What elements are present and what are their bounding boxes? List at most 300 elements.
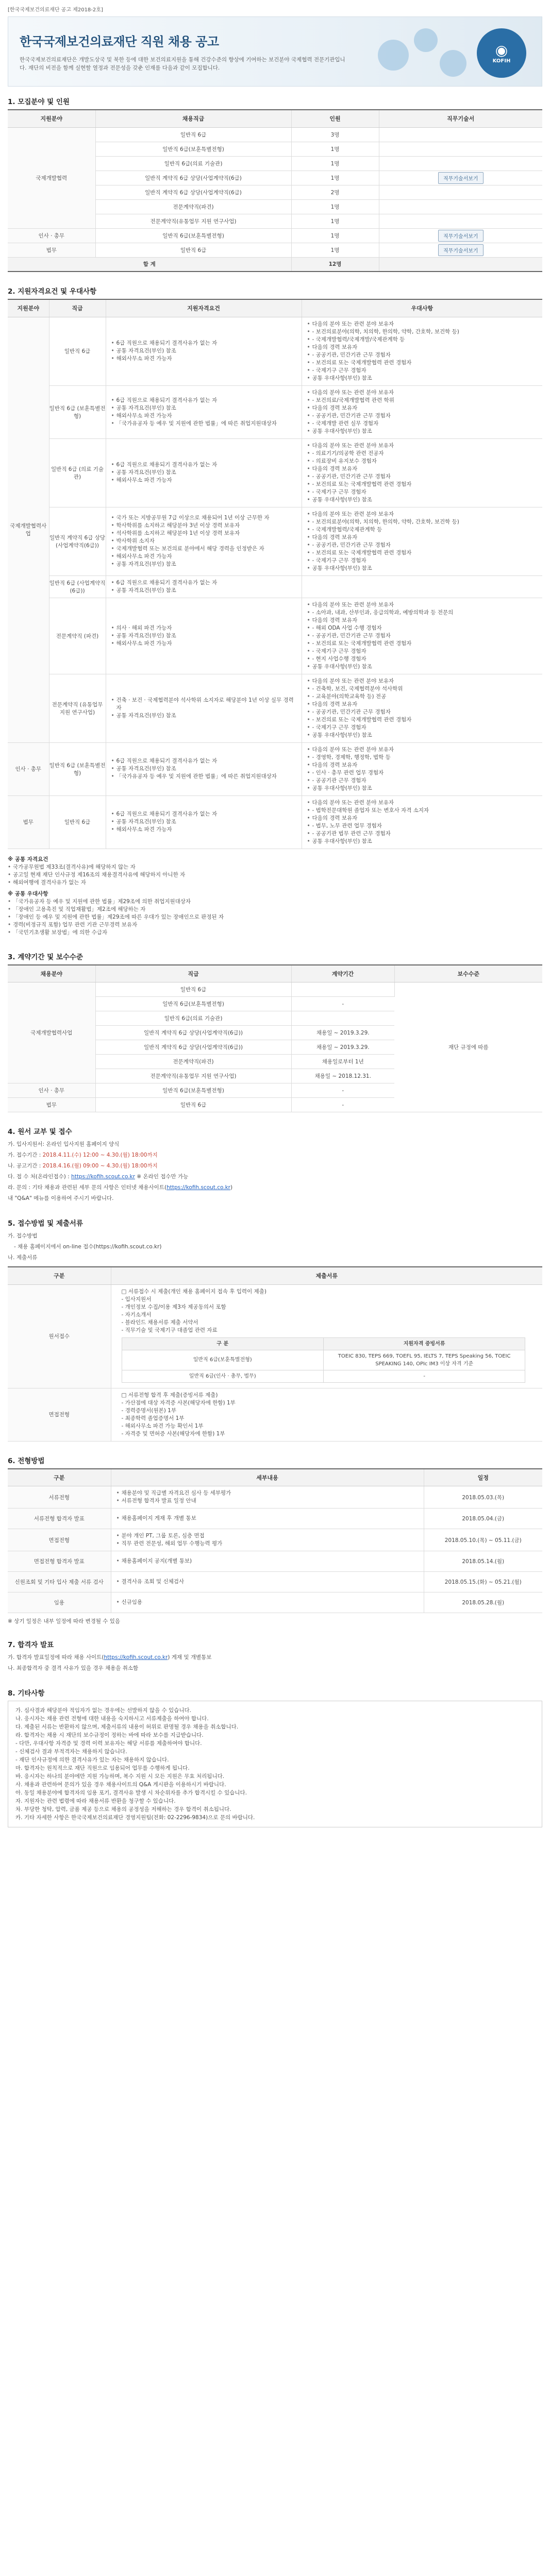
list-item: • - 보건의료 또는 국제개발협력 관련 경험자 — [307, 716, 538, 724]
list-item: • 「국가유공자 등 예우 및 지원에 관한 법률」에 따른 취업지원대상자 — [111, 420, 296, 428]
count-cell: 1명 — [291, 243, 379, 257]
common-pref-list — [8, 898, 542, 937]
grade-cell: 전문계약직(파견) — [95, 199, 291, 214]
column-header: 지원분야 — [8, 299, 49, 317]
stage-cell: 서류전형 합격자 발표 — [8, 1509, 111, 1529]
list-item: • 공고일 현재 재단 인사규정 제16조의 채용결격사유에 해당하지 아니한 자 — [8, 871, 542, 879]
list-item: • 공통 우대사항(부인) 참조 — [307, 663, 538, 671]
requirements-cell — [106, 575, 302, 598]
list-item: • - 보건의료분야(의학, 치의학, 한의학, 약학, 간호학, 보건학 등) — [307, 328, 538, 336]
job-desc-cell — [379, 243, 542, 257]
preferences-cell — [302, 438, 542, 507]
note-item: 다. 제출된 서류는 반환하지 않으며, 제출서류의 내용이 허위로 판명될 경우 채용을 취소합니다. — [15, 1724, 239, 1730]
requirements-cell — [106, 385, 302, 438]
note-item: 바. 응시자는 하나의 분야에만 지원 가능하며, 복수 지원 시 모든 지원은 무효 처리됩니다. — [15, 1773, 225, 1780]
column-header: 보수수준 — [394, 965, 542, 982]
table-row — [122, 1337, 525, 1350]
job-desc-cell — [379, 199, 542, 214]
list-item: • 6급 직원으로 채용되기 결격사유가 없는 자 — [111, 461, 296, 469]
info-note: ) 게재 및 개별통보 — [168, 1654, 212, 1660]
list-item: □ 서류전형 합격 후 제출(증빙서류 제출) — [121, 1392, 218, 1398]
list-item: • 공통 자격요건(부인) 참조 — [111, 561, 296, 568]
list-item: • 공통 자격요건(부인) 참조 — [111, 404, 296, 412]
banner-description: 한국국제보건의료재단은 개발도상국 및 북한 등에 대한 보건의료지원을 통해 건강수준의 향상에 기여하는 보건분야 국제협력 전문기관입니다. 재단의 비전을 함께 실현할 열정과 전문성을 갖춘 인재를 다음과 같이 모집합니다. — [20, 57, 345, 71]
list-item: • 6급 직원으로 채용되기 결격사유가 없는 자 — [111, 340, 296, 347]
list-item: □ 서류접수 시 제출(개인 채용 홈페이지 접속 후 입력이 제출) — [121, 1288, 266, 1295]
count-cell: 1명 — [291, 199, 379, 214]
grade-cell: 일반직 6급 — [95, 127, 291, 142]
section-title: 1. 모집분야 및 인원 — [8, 98, 70, 106]
column-header: 세부내용 — [111, 1469, 424, 1486]
list-item: • - 소아과, 내과, 산부인과, 응급의학과, 예방의학과 등 전문의 — [307, 609, 538, 617]
field-cell: 국제개발협력사업 — [8, 982, 95, 1083]
list-item: • 「국민기초생활 보장법」에 의한 수급자 — [8, 929, 542, 937]
stage-cell: 면접전형 — [8, 1529, 111, 1551]
requirements-cell — [106, 795, 302, 849]
note-item: 라. 합격자는 채용 시 재단의 보수규정이 정하는 바에 따라 보수를 지급받습니다. — [15, 1732, 204, 1738]
stage-cell: 면접전형 — [8, 1388, 111, 1441]
total-label: 합 계 — [8, 257, 291, 272]
grade-cell: 전문계약직(파견) — [95, 1055, 291, 1069]
table-row — [8, 1486, 542, 1509]
list-item: • - 공공기관, 민간기관 근무 경험자 — [307, 412, 538, 420]
list-item: • - 보건의료 또는 국제개발협력 관련 경험자 — [307, 640, 538, 648]
table-cell: TOEIC 830, TEPS 669, TOEFL 95, IELTS 7, TEPS Speaking 56, TOEIC SPEAKING 140, OPIc IM3 이상 자격 기준 — [323, 1350, 525, 1370]
documents-heading: 나. 제출서류 — [8, 1255, 38, 1261]
list-item: • 다음의 경력 보유자 — [307, 617, 538, 624]
logo-text: KOFIH — [492, 58, 511, 64]
column-header: 구 분 — [122, 1337, 323, 1350]
list-item: • 결격사유 조회 및 신체검사 — [116, 1578, 419, 1586]
table-cell: 일반직 6급(인사 · 총무, 법무) — [122, 1370, 323, 1382]
qualification-table — [8, 299, 542, 849]
list-item: • 채용분야 및 직급별 자격요건 심사 등 세부평가 — [116, 1489, 419, 1497]
list-item: • 의사 · 해외 파견 가능자 — [111, 624, 296, 632]
list-item: • - 공공기관, 민간기관 근무 경험자 — [307, 351, 538, 359]
table-row — [8, 127, 542, 142]
list-item: • 「장애인 등 예우 및 지원에 관한 법률」제29조에 따른 우대가 있는 장애인으로 판정된 자 — [8, 913, 542, 921]
field-cell: 인사 · 총무 — [8, 742, 49, 795]
list-item: • 경력(비정규직 포함) 업무 관련 기관 근무경력 보유자 — [8, 921, 542, 929]
column-header: 인원 — [291, 110, 379, 127]
info-value: 2018.4.16.(월) 09:00 ~ 4.30.(월) 18:00까지 — [42, 1163, 158, 1169]
info-line — [8, 1193, 542, 1204]
info-line — [8, 1652, 542, 1663]
column-header: 직급 — [95, 965, 291, 982]
column-header: 우대사항 — [302, 299, 542, 317]
table-row — [8, 317, 542, 385]
list-item: • - 법학전문대학원 졸업자 또는 변호사 자격 소지자 — [307, 807, 538, 815]
list-item: • 해외사무소 파견 가능자 — [111, 553, 296, 561]
list-item: • 공통 자격요건(부인) 참조 — [111, 818, 296, 826]
total-empty — [379, 257, 542, 272]
list-item: • 다음의 분야 또는 관련 분야 보유자 — [307, 442, 538, 450]
field-cell: 인사 · 총무 — [8, 1083, 95, 1098]
list-item: • 국가 또는 지방공무원 7급 이상으로 채용되어 1년 이상 근무한 자 — [111, 514, 296, 522]
list-item: • - 국제개발협력/국제개발/국제관계학 등 — [307, 336, 538, 344]
section-title: 7. 합격자 발표 — [8, 1641, 54, 1649]
list-item: • 신규임용 — [116, 1599, 419, 1606]
date-cell: 2018.05.14.(월) — [424, 1551, 542, 1572]
field-cell: 인사 · 총무 — [8, 228, 95, 243]
list-item: • 다음의 분야 또는 관련 분야 보유자 — [307, 601, 538, 609]
list-item: • 해외여행에 결격사유가 없는 자 — [8, 879, 542, 887]
grade-cell: 일반직 6급 (보훈특별전형) — [49, 742, 106, 795]
list-item: • 다음의 경력 보유자 — [307, 761, 538, 769]
list-item: • 공통 우대사항(부인) 참조 — [307, 785, 538, 792]
list-item: • 공통 우대사항(부인) 참조 — [307, 838, 538, 845]
job-desc-cell — [379, 214, 542, 228]
list-item: - 최종학력 졸업증명서 1부 — [121, 1415, 185, 1421]
detail-cell — [111, 1486, 424, 1509]
application-info — [8, 1139, 542, 1204]
list-item: • 6급 직원으로 채용되기 결격사유가 없는 자 — [111, 757, 296, 765]
detail-list — [116, 1557, 419, 1565]
total-value: 12명 — [291, 257, 379, 272]
list-item: • - 공공기관 근무 경험자 — [307, 777, 538, 785]
info-label: 가. 접수기간 : — [8, 1152, 43, 1158]
list-item: • 박사학위 소지자 — [111, 537, 296, 545]
table-row — [8, 438, 542, 507]
preferences-cell — [302, 598, 542, 674]
job-desc-cell — [379, 142, 542, 156]
list-item: • - 보건의료/국제개발협력 관련 학위 — [307, 397, 538, 404]
list-item: • 「국가유공자 등 예우 및 지원에 관한 법률」에 따른 취업지원대상자 — [111, 773, 296, 781]
grade-cell: 일반직 계약직 6급 상당(사업계약직(6급)) — [95, 1040, 291, 1055]
list-item: • 해외사무소 파견 가능자 — [111, 477, 296, 484]
preferences-cell — [302, 317, 542, 385]
table-row — [8, 1284, 542, 1388]
list-item: • - 의료장비 유지보수 경험자 — [307, 457, 538, 465]
list-item: - 자격증 및 면허증 사본(해당자에 한함) 1부 — [121, 1430, 225, 1437]
info-label: 라. 문의 : 기타 채용과 관련된 세부 문의 사항은 인터넷 채용사이트( — [8, 1184, 167, 1191]
section-title: 6. 전형방법 — [8, 1456, 45, 1465]
requirements-list — [111, 579, 296, 595]
table-row — [8, 982, 542, 997]
list-item: • 건축 · 보건 · 국제협력분야 석사학위 소지자로 해당분야 1년 이상 실무 경력자 — [111, 697, 296, 712]
job-desc-cell — [379, 156, 542, 171]
list-item: • - 보건의료 또는 국제개발협력 관련 경험자 — [307, 481, 538, 488]
preferences-list — [307, 799, 538, 845]
field-cell: 법무 — [8, 243, 95, 257]
list-item: • 다음의 경력 보유자 — [307, 815, 538, 822]
list-item: • 공통 자격요건(부인) 참조 — [111, 632, 296, 640]
note-item: 마. 합격자는 원칙적으로 재단 직원으로 임용되어 업무를 수행하게 됩니다. — [15, 1765, 190, 1771]
grade-cell: 전문계약직 (유통업무 지원 연구사업) — [49, 674, 106, 742]
note-item: 아. 동일 채용분야에 합격자의 임용 포기, 결격사유 발생 시 차순위자를 추가 합격시킬 수 있습니다. — [15, 1790, 247, 1796]
note-item: 카. 기타 자세한 사항은 한국국제보건의료재단 경영지원팀(전화: 02-2296-9834)으로 문의 바랍니다. — [15, 1815, 255, 1821]
method-text: - 채용 홈페이지에서 on-line 접수(https://kofih.scout.co.kr) — [14, 1244, 162, 1250]
list-item: • - 보건의료분야(의학, 치의학, 한의학, 약학, 간호학, 보건학 등) — [307, 518, 538, 526]
job-description-button[interactable]: 직무기술서보기 — [438, 244, 484, 256]
list-item: • 공통 자격요건(부인) 참조 — [111, 587, 296, 595]
list-item: - 해외사무소 파견 가능 확인서 1부 — [121, 1422, 204, 1429]
grade-cell: 전문계약직(유통업무 지원 연구사업) — [95, 214, 291, 228]
list-item: • 해외사무소 파견 가능자 — [111, 412, 296, 420]
date-cell: 2018.05.03.(목) — [424, 1486, 542, 1509]
table-row — [8, 575, 542, 598]
info-label: 내 "Q&A" 메뉴를 이용하여 주시기 바랍니다. — [8, 1195, 114, 1201]
table-row — [8, 507, 542, 575]
list-item: - 입사지원서 — [121, 1296, 152, 1302]
list-item: • - 공공기관 법무 관련 근무 경험자 — [307, 830, 538, 838]
method-value: 채용 홈페이지에서 on-line 접수(https://kofih.scout.co.kr) — [18, 1244, 162, 1250]
documents-list — [116, 1288, 538, 1334]
column-header: 채용직급 — [95, 110, 291, 127]
section-title: 4. 원서 교부 및 접수 — [8, 1128, 72, 1136]
column-header: 구분 — [8, 1469, 111, 1486]
selection-table — [8, 1468, 542, 1614]
list-item: • - 국제기구 근무 경험자 — [307, 648, 538, 655]
stage-cell: 임용 — [8, 1592, 111, 1613]
list-item: - 경력증명서(원본) 1부 — [121, 1407, 176, 1414]
grade-cell: 일반직 6급(보훈특별전형) — [95, 228, 291, 243]
period-cell: 채용일 ~ 2019.3.29. — [291, 1026, 394, 1040]
stage-cell: 원서접수 — [8, 1284, 111, 1388]
detail-cell — [111, 1592, 424, 1613]
field-cell: 법무 — [8, 795, 49, 849]
field-cell: 법무 — [8, 1098, 95, 1112]
recruit-site-link[interactable]: https://kofih.scout.co.kr — [166, 1184, 230, 1191]
job-desc-cell — [379, 171, 542, 185]
job-description-button[interactable]: 직무기술서보기 — [438, 172, 484, 184]
list-item: • 다음의 경력 보유자 — [307, 701, 538, 708]
grade-cell: 일반직 6급 (사업계약직(6급)) — [49, 575, 106, 598]
grade-cell: 일반직 계약직 6급 상당 (사업계약직(6급)) — [49, 507, 106, 575]
detail-cell — [111, 1572, 424, 1592]
requirements-list — [111, 757, 296, 781]
list-item: • - 보건의료 또는 국제개발협력 관련 경험자 — [307, 359, 538, 367]
table-row — [8, 742, 542, 795]
date-cell: 2018.05.10.(목) ~ 05.11.(금) — [424, 1529, 542, 1551]
grade-cell: 일반직 6급(보훈특별전형) — [95, 142, 291, 156]
pay-cell: 재단 규정에 따름 — [394, 982, 542, 1112]
table-row — [8, 1529, 542, 1551]
table-row — [8, 1572, 542, 1592]
list-item: • 공통 우대사항(부인) 참조 — [307, 375, 538, 382]
period-cell: - — [291, 1083, 394, 1098]
info-note: ※ 온라인 접수만 가능 — [135, 1174, 189, 1180]
banner-title: 한국국제보건의료재단 직원 채용 공고 — [20, 35, 219, 49]
table-row — [8, 385, 542, 438]
list-item: • 다음의 분야 또는 관련 분야 보유자 — [307, 799, 538, 807]
grade-cell: 전문계약직(유통업무 지원 연구사업) — [95, 1069, 291, 1083]
job-desc-cell — [379, 127, 542, 142]
column-header: 지원자격요건 — [106, 299, 302, 317]
requirements-list — [111, 514, 296, 568]
table-row — [122, 1370, 525, 1382]
list-item: • 「국가유공자 등 예우 및 지원에 관한 법률」제29조에 의한 취업지원대상자 — [8, 898, 542, 906]
table-row — [8, 1509, 542, 1529]
preferences-list — [307, 320, 538, 382]
grade-cell: 일반직 6급(의료 기술관) — [95, 1011, 291, 1026]
list-item: • 다음의 분야 또는 관련 분야 보유자 — [307, 677, 538, 685]
list-item: • - 건축학, 보건, 국제협력분야 석사학위 — [307, 685, 538, 693]
kofih-logo — [477, 28, 526, 78]
total-row — [8, 257, 542, 272]
detail-cell — [111, 1551, 424, 1572]
globe-icon: ◉ — [495, 41, 508, 59]
list-item: • 공통 자격요건(부인) 참조 — [111, 712, 296, 720]
requirements-list — [111, 810, 296, 834]
section-title: 5. 접수방법 및 제출서류 — [8, 1219, 83, 1228]
recruit-site-link[interactable]: https://kofih.scout.co.kr — [71, 1174, 135, 1180]
info-line — [8, 1663, 542, 1674]
requirements-list — [111, 397, 296, 428]
requirements-cell — [106, 598, 302, 674]
note-item: - 재단 인사규정에 의한 결격사유가 있는 자는 채용하지 않습니다. — [15, 1757, 169, 1763]
date-cell: 2018.05.04.(금) — [424, 1509, 542, 1529]
list-item: • 직무 관련 전문성, 해외 업무 수행능력 평가 — [116, 1540, 419, 1548]
detail-list — [116, 1578, 419, 1586]
note-item: 사. 채용과 관련하여 문의가 있을 경우 채용사이트의 Q&A 게시판을 이용하시기 바랍니다. — [15, 1782, 226, 1788]
column-header: 직급 — [49, 299, 106, 317]
detail-cell — [111, 1529, 424, 1551]
period-cell — [291, 1011, 394, 1026]
list-item: - 직무기술 및 국제기구 대졸업 관련 자료 — [121, 1327, 218, 1333]
grade-cell: 일반직 6급 — [95, 982, 291, 997]
table-row — [8, 598, 542, 674]
grade-cell: 일반직 계약직 6급 상당(사업계약직(6급) — [95, 171, 291, 185]
list-item: • - 인사 · 총무 관련 업무 경험자 — [307, 769, 538, 777]
column-header: 직무기술서 — [379, 110, 542, 127]
preferences-cell — [302, 674, 542, 742]
other-notes-box — [8, 1701, 542, 1827]
documents-table — [8, 1266, 542, 1442]
count-cell: 3명 — [291, 127, 379, 142]
table-row — [8, 1592, 542, 1613]
grade-cell: 일반직 6급 (보훈특별전형) — [49, 385, 106, 438]
job-description-button[interactable]: 직무기술서보기 — [438, 230, 484, 242]
decor-circle — [414, 28, 438, 52]
section-title: 3. 계약기간 및 보수수준 — [8, 953, 83, 961]
note-item: 나. 응시자는 채용 관련 전형에 대한 내용을 숙지하시고 서류제출을 하여야 합니다. — [15, 1716, 209, 1722]
preferences-cell — [302, 742, 542, 795]
info-label: 나. 최종합격자 중 결격 사유가 있을 경우 채용을 취소함 — [8, 1665, 139, 1671]
grade-cell: 일반직 계약직 6급 상당(사업계약직(6급)) — [95, 1026, 291, 1040]
list-item: • - 국제기구 근무 경험자 — [307, 557, 538, 565]
detail-cell — [111, 1509, 424, 1529]
detail-list — [116, 1489, 419, 1505]
requirements-cell — [106, 674, 302, 742]
table-row — [122, 1350, 525, 1370]
list-item: • - 해외 ODA 사업 수행 경험자 — [307, 624, 538, 632]
count-cell: 1명 — [291, 156, 379, 171]
count-cell: 1명 — [291, 142, 379, 156]
list-item: • - 공공기관, 민간기관 근무 경험자 — [307, 541, 538, 549]
list-item: • 분야 개인 PT, 그룹 토론, 심층 면접 — [116, 1532, 419, 1540]
note-item: 가. 심사결과 해당분야 적임자가 없는 경우에는 선발하지 않을 수 있습니다. — [15, 1707, 192, 1714]
list-item: • - 공공기관, 민간기관 근무 경험자 — [307, 632, 538, 640]
list-item: • 공통 우대사항(부인) 참조 — [307, 496, 538, 504]
documents-cell — [111, 1388, 542, 1441]
requirements-cell — [106, 507, 302, 575]
grade-cell: 일반직 6급(보훈특별전형) — [95, 997, 291, 1011]
list-item: • 6급 직원으로 채용되기 결격사유가 없는 자 — [111, 579, 296, 587]
list-item: • - 교육분야(의학교육학 등) 전공 — [307, 693, 538, 701]
column-header: 계약기간 — [291, 965, 394, 982]
list-item: • - 현지 사업수행 경험자 — [307, 655, 538, 663]
list-item: - 블라인드 채용서류 제출 서약서 — [121, 1319, 198, 1326]
submission-method — [8, 1231, 542, 1263]
list-item: • 다음의 분야 또는 관련 분야 보유자 — [307, 389, 538, 397]
contract-table — [8, 964, 542, 1113]
info-value: 2018.4.11.(수) 12:00 ~ 4.30.(월) 18:00까지 — [42, 1152, 158, 1158]
info-note: ) — [230, 1184, 233, 1191]
list-item: • 다음의 경력 보유자 — [307, 465, 538, 473]
list-item: • 해외사무소 파견 가능자 — [111, 355, 296, 363]
table-row — [8, 1388, 542, 1441]
list-item: • 공통 우대사항(부인) 참조 — [307, 565, 538, 572]
list-item: • 공통 자격요건(부인) 참조 — [111, 347, 296, 355]
date-cell: 2018.05.28.(월) — [424, 1592, 542, 1613]
date-cell: 2018.05.15.(화) ~ 05.21.(월) — [424, 1572, 542, 1592]
recruitment-table — [8, 109, 542, 272]
grade-cell: 일반직 계약직 6급 상당(사업계약직(6급) — [95, 185, 291, 199]
list-item: • - 공공기관, 민간기관 근무 경험자 — [307, 708, 538, 716]
requirements-list — [111, 697, 296, 720]
info-line — [8, 1161, 542, 1172]
table-row — [8, 1551, 542, 1572]
count-cell: 1명 — [291, 214, 379, 228]
period-cell: 채용일 ~ 2018.12.31. — [291, 1069, 394, 1083]
common-pref-title: ※ 공통 우대사항 — [8, 890, 48, 897]
job-desc-cell — [379, 185, 542, 199]
field-cell: 국제개발협력사업 — [8, 317, 49, 742]
preferences-list — [307, 389, 538, 435]
list-item: • 다음의 분야 또는 관련 분야 보유자 — [307, 746, 538, 754]
list-item: • 공통 우대사항(부인) 참조 — [307, 732, 538, 739]
list-item: • 채용홈페이지 게재 후 개별 통보 — [116, 1515, 419, 1522]
grade-cell: 일반직 6급 — [95, 1098, 291, 1112]
list-item: • 다음의 분야 또는 관련 분야 보유자 — [307, 511, 538, 518]
preferences-cell — [302, 385, 542, 438]
info-line — [8, 1172, 542, 1182]
info-label: 나. 공고기간 : — [8, 1163, 43, 1169]
announcement-number: [한국국제보건의료재단 공고 제2018-2호] — [8, 7, 103, 13]
list-item: • 공통 자격요건(부인) 참조 — [111, 469, 296, 477]
info-label: 다. 접 수 처(온라인접수) : — [8, 1174, 72, 1180]
list-item: • 학사학위를 소지하고 해당분야 3년 이상 경력 보유자 — [111, 522, 296, 530]
info-line — [8, 1150, 542, 1161]
list-item: • 채용홈페이지 공지(개별 통보) — [116, 1557, 419, 1565]
table-row — [8, 228, 542, 243]
list-item: • 6급 직원으로 채용되기 결격사유가 없는 자 — [111, 810, 296, 818]
documents-cell — [111, 1284, 542, 1388]
grade-cell: 전문계약직 (파견) — [49, 598, 106, 674]
preferences-list — [307, 511, 538, 572]
grade-cell: 일반직 6급 — [49, 317, 106, 385]
column-header: 지원자격 증빙서류 — [323, 1337, 525, 1350]
count-cell: 2명 — [291, 185, 379, 199]
grade-cell: 일반직 6급 — [49, 795, 106, 849]
count-cell: 1명 — [291, 171, 379, 185]
preferences-cell — [302, 575, 542, 598]
detail-list — [116, 1532, 419, 1548]
list-item: • - 경영학, 경제학, 행정학, 법학 등 — [307, 754, 538, 761]
list-item: • 해외사무소 파견 가능자 — [111, 826, 296, 834]
decor-circle — [378, 40, 409, 71]
recruit-site-link[interactable]: https://kofih.scout.co.kr — [104, 1654, 168, 1660]
note-item: 자. 지원자는 관련 법령에 따라 채용서류 반환을 청구할 수 있습니다. — [15, 1798, 176, 1804]
schedule-note: ※ 상기 일정은 내부 일정에 따라 변경될 수 있음 — [8, 1618, 121, 1624]
info-label: 가. 합격자 발표일정에 따라 채용 사이트( — [8, 1654, 104, 1660]
preferences-list — [307, 601, 538, 671]
period-cell — [291, 982, 394, 997]
note-item: - 다만, 우대사항 자격증 및 경력 이력 보유자는 해당 서류를 제출하여야 합니다. — [15, 1740, 202, 1747]
period-cell: 채용일 ~ 2019.3.29. — [291, 1040, 394, 1055]
column-header: 채용분야 — [8, 965, 95, 982]
